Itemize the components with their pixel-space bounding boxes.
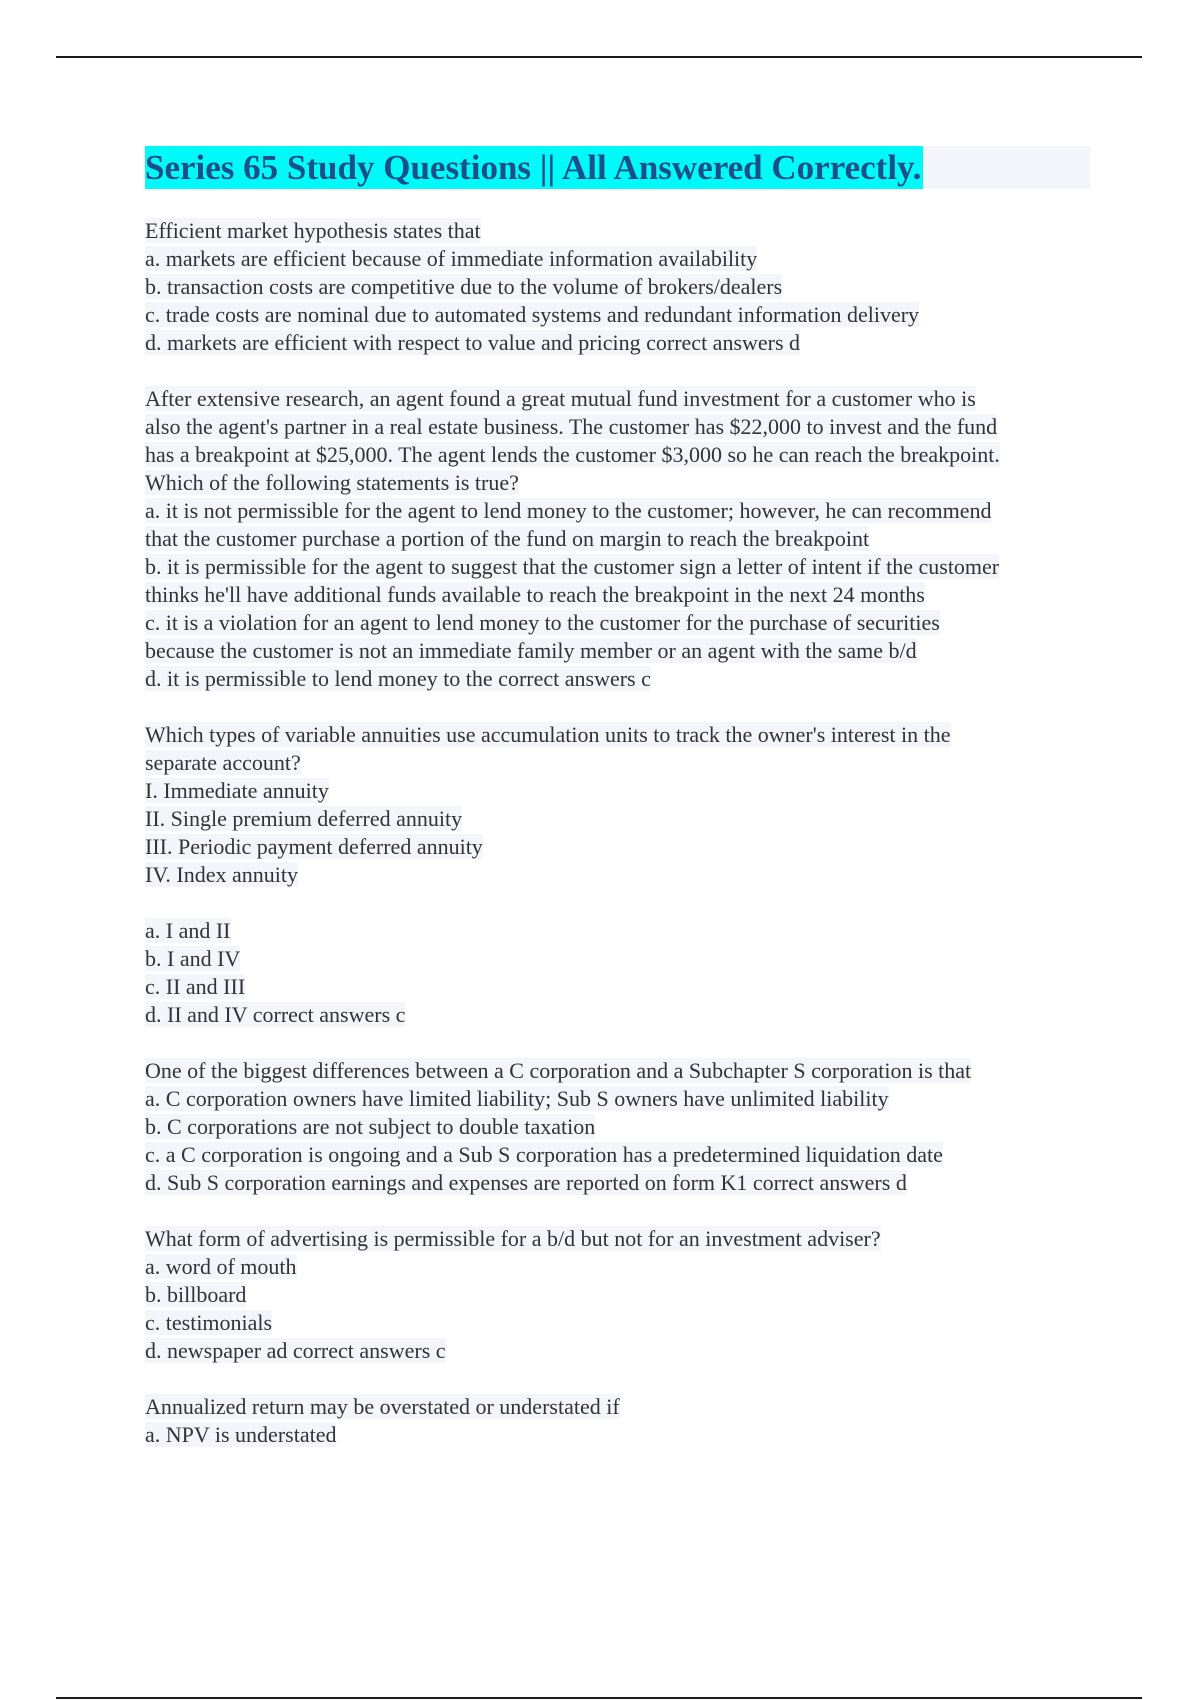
question-line	[145, 637, 1090, 665]
line-text: has a breakpoint at $25,000. The agent lends the customer $3,000 so he can reach the breakpoint.	[145, 442, 1000, 467]
line-text: c. trade costs are nominal due to automated systems and redundant information delivery	[145, 302, 920, 327]
document-title: Series 65 Study Questions || All Answered Correctly.	[145, 148, 922, 187]
line-text: b. billboard	[145, 1282, 247, 1307]
line-text: b. C corporations are not subject to double taxation	[145, 1114, 596, 1139]
line-text: a. C corporation owners have limited liability; Sub S owners have unlimited liability	[145, 1086, 889, 1111]
document-body	[145, 146, 1090, 1477]
question-line	[145, 945, 1090, 973]
question-line	[145, 1169, 1090, 1197]
title-block	[145, 146, 1090, 189]
question-line	[145, 749, 1090, 777]
question-text-line	[145, 1225, 1090, 1253]
line-text: c. a C corporation is ongoing and a Sub S corporation has a predetermined liquidation date	[145, 1142, 943, 1167]
question-text-line	[145, 1393, 1090, 1421]
question-line	[145, 301, 1090, 329]
line-text: a. it is not permissible for the agent to lend money to the customer; however, he can recommend	[145, 498, 992, 523]
line-text: c. it is a violation for an agent to lend money to the customer for the purchase of securities	[145, 610, 940, 635]
question-line	[145, 1141, 1090, 1169]
line-text: because the customer is not an immediate family member or an agent with the same b/d	[145, 638, 917, 663]
line-text: d. II and IV correct answers c	[145, 1002, 406, 1027]
line-text: a. markets are efficient because of immediate information availability	[145, 246, 758, 271]
line-text: c. testimonials	[145, 1310, 273, 1335]
bottom-rule	[56, 1697, 1142, 1699]
question-line	[145, 1309, 1090, 1337]
line-text: III. Periodic payment deferred annuity	[145, 834, 483, 859]
question-block	[145, 721, 1090, 1029]
line-text: b. it is permissible for the agent to suggest that the customer sign a letter of intent if the customer	[145, 554, 1000, 579]
question-line	[145, 1253, 1090, 1281]
question-line	[145, 581, 1090, 609]
line-text: d. markets are efficient with respect to value and pricing correct answers d	[145, 330, 801, 355]
question-line	[145, 1001, 1090, 1029]
line-text: IV. Index annuity	[145, 862, 298, 887]
line-text: d. newspaper ad correct answers c	[145, 1338, 446, 1363]
question-line	[145, 553, 1090, 581]
line-text: One of the biggest differences between a C corporation and a Subchapter S corporation is that	[145, 1058, 972, 1083]
line-text: What form of advertising is permissible for a b/d but not for an investment adviser?	[145, 1226, 881, 1251]
line-text: also the agent's partner in a real estate business. The customer has $22,000 to invest and the fund	[145, 414, 998, 439]
line-text: Efficient market hypothesis states that	[145, 218, 481, 243]
question-line	[145, 777, 1090, 805]
question-block	[145, 1393, 1090, 1449]
blank-line	[145, 889, 1090, 917]
question-line	[145, 805, 1090, 833]
question-line	[145, 245, 1090, 273]
question-line	[145, 441, 1090, 469]
question-text-line	[145, 217, 1090, 245]
question-line	[145, 1085, 1090, 1113]
question-block	[145, 217, 1090, 357]
question-line	[145, 413, 1090, 441]
line-text: thinks he'll have additional funds available to reach the breakpoint in the next 24 months	[145, 582, 925, 607]
question-line	[145, 833, 1090, 861]
line-text: d. Sub S corporation earnings and expenses are reported on form K1 correct answers d	[145, 1170, 907, 1195]
question-line	[145, 609, 1090, 637]
question-text-line	[145, 385, 1090, 413]
question-line	[145, 273, 1090, 301]
question-line	[145, 1337, 1090, 1365]
question-text-line	[145, 721, 1090, 749]
top-rule	[56, 56, 1142, 58]
line-text: d. it is permissible to lend money to the correct answers c	[145, 666, 651, 691]
line-text: c. II and III	[145, 974, 246, 999]
line-text: II. Single premium deferred annuity	[145, 806, 463, 831]
line-text: Annualized return may be overstated or understated if	[145, 1394, 620, 1419]
line-text: that the customer purchase a portion of the fund on margin to reach the breakpoint	[145, 526, 870, 551]
line-text: b. transaction costs are competitive due to the volume of brokers/dealers	[145, 274, 783, 299]
question-line	[145, 1281, 1090, 1309]
line-text: a. NPV is understated	[145, 1422, 337, 1447]
question-line	[145, 497, 1090, 525]
line-text: After extensive research, an agent found a great mutual fund investment for a customer who is	[145, 386, 976, 411]
question-line	[145, 469, 1090, 497]
question-line	[145, 329, 1090, 357]
question-line	[145, 525, 1090, 553]
question-line	[145, 973, 1090, 1001]
question-line	[145, 1421, 1090, 1449]
question-block	[145, 1225, 1090, 1365]
question-line	[145, 665, 1090, 693]
line-text: a. I and II	[145, 918, 231, 943]
question-line	[145, 917, 1090, 945]
question-list	[145, 217, 1090, 1449]
question-block	[145, 385, 1090, 693]
line-text: a. word of mouth	[145, 1254, 297, 1279]
line-text: b. I and IV	[145, 946, 241, 971]
question-line	[145, 1113, 1090, 1141]
question-text-line	[145, 1057, 1090, 1085]
question-line	[145, 861, 1090, 889]
question-block	[145, 1057, 1090, 1197]
line-text: Which of the following statements is true?	[145, 470, 519, 495]
line-text: separate account?	[145, 750, 301, 775]
line-text: Which types of variable annuities use accumulation units to track the owner's interest in the	[145, 722, 951, 747]
line-text: I. Immediate annuity	[145, 778, 329, 803]
